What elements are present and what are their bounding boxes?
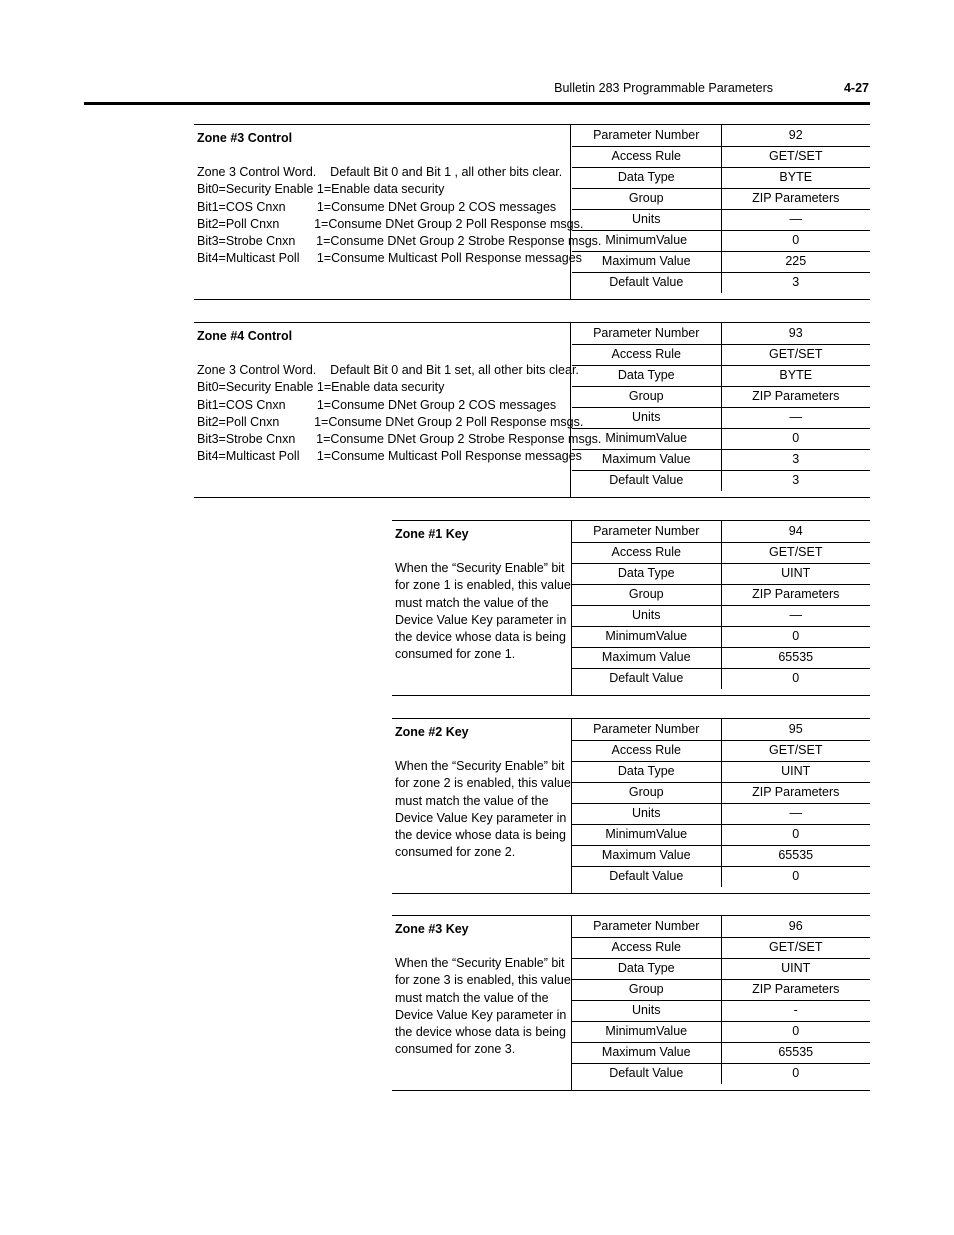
param-value: 0 <box>721 428 870 449</box>
description-line: Bit4=Multicast Poll 1=Consume Multicast Poll Response messages <box>197 251 582 266</box>
param-label: Access Rule <box>572 542 721 563</box>
param-value: GET/SET <box>721 344 870 365</box>
param-label: Group <box>572 979 721 1000</box>
param-label: Group <box>572 188 721 209</box>
param-value: ZIP Parameters <box>721 188 870 209</box>
param-label: Maximum Value <box>572 647 721 668</box>
param-label: Maximum Value <box>572 845 721 866</box>
description-text: When the “Security Enable” bit for zone 3 is enabled, this value must match the value of the Device Value Key parameter in the device whose data is being consumed for zone 3. <box>395 956 571 1057</box>
table-row <box>572 626 870 647</box>
param-label: Units <box>572 803 721 824</box>
param-value: 94 <box>721 521 870 542</box>
param-value: UINT <box>721 958 870 979</box>
table-row <box>572 230 870 251</box>
param-label: Parameter Number <box>572 323 721 344</box>
param-label: Maximum Value <box>572 251 721 272</box>
table-row <box>572 782 870 803</box>
param-value: ZIP Parameters <box>721 584 870 605</box>
table-row <box>572 563 870 584</box>
table-row <box>572 824 870 845</box>
param-value: 3 <box>721 449 870 470</box>
param-value: 65535 <box>721 845 870 866</box>
param-label: Access Rule <box>572 146 721 167</box>
param-label: MinimumValue <box>572 428 721 449</box>
param-value: ZIP Parameters <box>721 979 870 1000</box>
param-label: Default Value <box>572 866 721 887</box>
param-label: Default Value <box>572 668 721 689</box>
table-row <box>572 584 870 605</box>
param-label: Parameter Number <box>572 521 721 542</box>
header-title: Bulletin 283 Programmable Parameters <box>554 81 773 95</box>
parameter-block-zone3-key <box>392 915 870 1091</box>
parameter-title: Zone #3 Key <box>395 922 469 936</box>
table-row <box>572 866 870 887</box>
table-row <box>572 272 870 293</box>
param-label: Parameter Number <box>572 125 721 146</box>
param-value: 0 <box>792 869 800 884</box>
description-line: Bit1=COS Cnxn 1=Consume DNet Group 2 COS messages <box>197 199 557 214</box>
param-label: Parameter Number <box>572 916 721 937</box>
param-label: Group <box>572 584 721 605</box>
param-label: Default Value <box>572 272 721 293</box>
table-row <box>572 845 870 866</box>
param-value: — <box>721 407 870 428</box>
param-label: MinimumValue <box>572 230 721 251</box>
table-row <box>572 365 870 386</box>
parameter-block-zone3-control <box>194 124 870 300</box>
parameter-table <box>572 323 870 491</box>
param-label: Units <box>572 605 721 626</box>
header-rule <box>84 102 870 105</box>
param-value: 95 <box>721 719 870 740</box>
param-value: ZIP Parameters <box>721 782 870 803</box>
table-row <box>572 521 870 542</box>
param-label: Data Type <box>572 761 721 782</box>
table-row <box>572 668 870 689</box>
param-value: 96 <box>721 916 870 937</box>
param-value: 65535 <box>721 647 870 668</box>
param-value: 92 <box>721 125 870 146</box>
param-label: Units <box>572 1000 721 1021</box>
description-line: Bit1=COS Cnxn 1=Consume DNet Group 2 COS messages <box>197 397 557 412</box>
param-label: MinimumValue <box>572 824 721 845</box>
parameter-title: Zone #1 Key <box>395 527 469 541</box>
table-row <box>572 761 870 782</box>
param-value: 225 <box>721 251 870 272</box>
page-number: 4-27 <box>843 81 869 95</box>
param-value: — <box>721 803 870 824</box>
param-label: Units <box>572 407 721 428</box>
param-value: 3 <box>792 275 800 290</box>
description-text: When the “Security Enable” bit for zone 2 is enabled, this value must match the value of the Device Value Key parameter in the device whose data is being consumed for zone 2. <box>395 759 571 860</box>
param-label: Default Value <box>572 1063 721 1084</box>
table-row <box>572 188 870 209</box>
table-row <box>572 647 870 668</box>
parameter-block-zone1-key <box>392 520 870 696</box>
table-row <box>572 449 870 470</box>
param-value: GET/SET <box>721 937 870 958</box>
description-line: Bit3=Strobe Cnxn 1=Consume DNet Group 2 Strobe Response msgs. <box>197 234 602 249</box>
table-row <box>572 979 870 1000</box>
table-row <box>572 937 870 958</box>
description-line: Bit2=Poll Cnxn 1=Consume DNet Group 2 Poll Response msgs. <box>197 414 584 429</box>
table-row <box>572 167 870 188</box>
table-row <box>572 146 870 167</box>
description-text: When the “Security Enable” bit for zone 1 is enabled, this value must match the value of the Device Value Key parameter in the device whose data is being consumed for zone 1. <box>395 561 571 662</box>
table-row <box>572 605 870 626</box>
param-value: UINT <box>721 563 870 584</box>
parameter-table <box>572 125 870 293</box>
param-label: Data Type <box>572 563 721 584</box>
table-row <box>572 1000 870 1021</box>
param-value: 0 <box>792 671 800 686</box>
param-label: Parameter Number <box>572 719 721 740</box>
parameter-description <box>392 521 572 695</box>
param-label: Maximum Value <box>572 449 721 470</box>
parameter-description <box>194 125 602 299</box>
description-line: Bit0=Security Enable 1=Enable data security <box>197 380 445 395</box>
parameter-table <box>572 916 870 1084</box>
param-value: 0 <box>721 230 870 251</box>
param-label: MinimumValue <box>572 1021 721 1042</box>
param-label: Data Type <box>572 365 721 386</box>
description-line: Bit0=Security Enable 1=Enable data security <box>197 182 445 197</box>
param-value: 93 <box>721 323 870 344</box>
table-row <box>572 344 870 365</box>
table-row <box>572 428 870 449</box>
table-row <box>572 1042 870 1063</box>
table-row <box>572 407 870 428</box>
parameter-title: Zone #3 Control <box>197 131 293 145</box>
parameter-title: Zone #2 Key <box>395 725 469 739</box>
table-row <box>572 740 870 761</box>
table-row <box>572 470 870 491</box>
param-value: 65535 <box>721 1042 870 1063</box>
param-value: — <box>721 605 870 626</box>
param-label: Maximum Value <box>572 1042 721 1063</box>
param-label: Data Type <box>572 958 721 979</box>
description-line: Bit3=Strobe Cnxn 1=Consume DNet Group 2 Strobe Response msgs. <box>197 432 602 447</box>
table-row <box>572 916 870 937</box>
param-value: UINT <box>721 761 870 782</box>
table-row <box>572 1063 870 1084</box>
description-line: Zone 3 Control Word. Default Bit 0 and Bit 1 , all other bits clear. <box>197 165 563 180</box>
param-value: 0 <box>721 824 870 845</box>
description-line: Bit4=Multicast Poll 1=Consume Multicast Poll Response messages <box>197 449 582 464</box>
param-value: - <box>721 1000 870 1021</box>
table-row <box>572 323 870 344</box>
param-value: BYTE <box>721 167 870 188</box>
table-row <box>572 803 870 824</box>
param-value: 0 <box>721 1021 870 1042</box>
param-label: Default Value <box>572 470 721 491</box>
parameter-table <box>572 521 870 689</box>
param-label: Group <box>572 782 721 803</box>
table-row <box>572 958 870 979</box>
param-value: 0 <box>721 626 870 647</box>
param-value: GET/SET <box>721 740 870 761</box>
parameter-table <box>572 719 870 887</box>
param-label: Group <box>572 386 721 407</box>
table-row <box>572 251 870 272</box>
param-label: Data Type <box>572 167 721 188</box>
param-value: BYTE <box>721 365 870 386</box>
param-value: 0 <box>792 1066 800 1081</box>
param-value: GET/SET <box>721 542 870 563</box>
description-line: Bit2=Poll Cnxn 1=Consume DNet Group 2 Poll Response msgs. <box>197 216 584 231</box>
parameter-description <box>194 323 602 497</box>
param-value: ZIP Parameters <box>721 386 870 407</box>
description-line: Zone 3 Control Word. Default Bit 0 and Bit 1 set, all other bits clear. <box>197 363 579 378</box>
param-value: GET/SET <box>721 146 870 167</box>
param-label: Access Rule <box>572 740 721 761</box>
parameter-description <box>392 719 572 893</box>
parameter-block-zone2-key <box>392 718 870 894</box>
param-value: — <box>721 209 870 230</box>
param-value: 3 <box>792 473 800 488</box>
table-row <box>572 1021 870 1042</box>
table-row <box>572 542 870 563</box>
table-row <box>572 719 870 740</box>
param-label: MinimumValue <box>572 626 721 647</box>
table-row <box>572 209 870 230</box>
parameter-title: Zone #4 Control <box>197 329 293 343</box>
table-row <box>572 125 870 146</box>
table-row <box>572 386 870 407</box>
param-label: Access Rule <box>572 937 721 958</box>
param-label: Access Rule <box>572 344 721 365</box>
parameter-description <box>392 916 572 1090</box>
parameter-block-zone4-control <box>194 322 870 498</box>
param-label: Units <box>572 209 721 230</box>
